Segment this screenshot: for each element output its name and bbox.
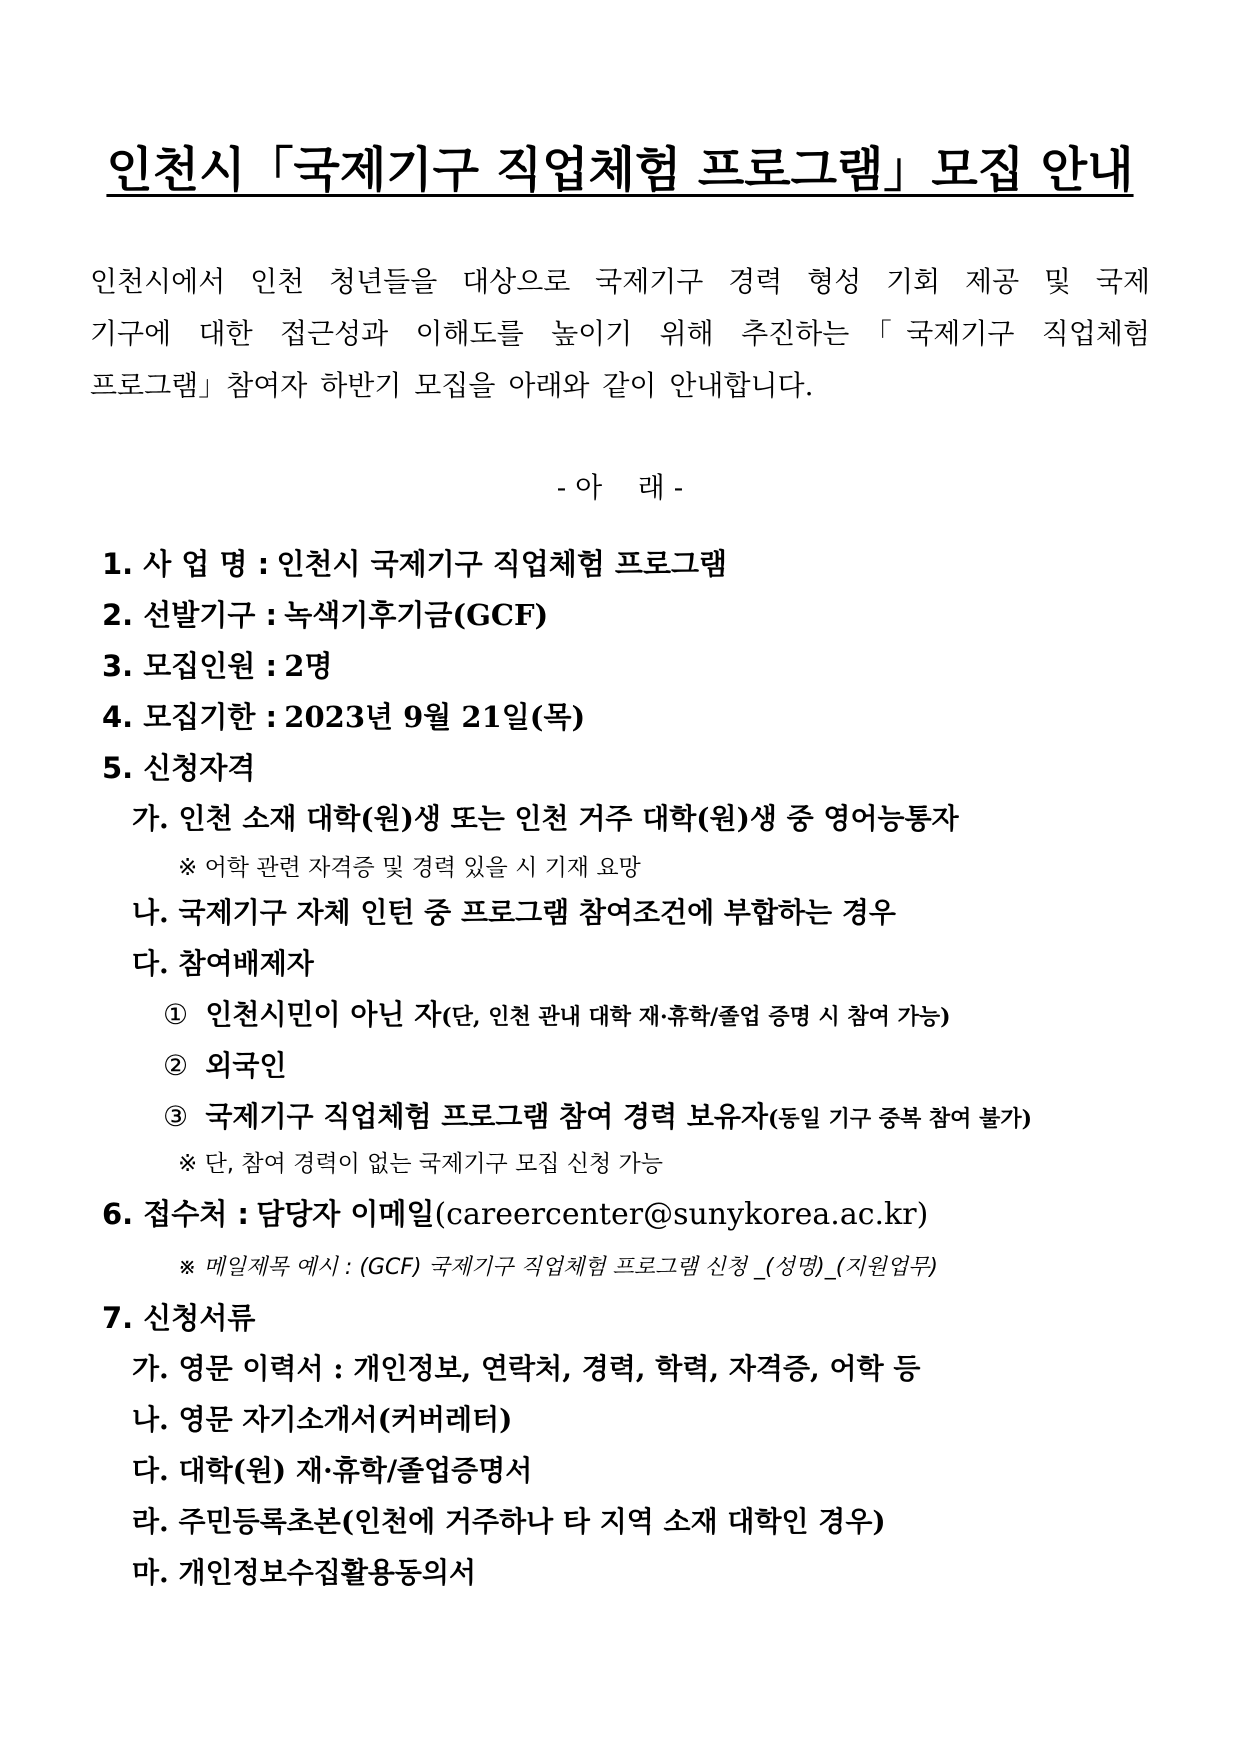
item-label: 1. 사 업 명 :: [102, 547, 270, 581]
intro-line: 프로그램」참여자 하반기 모집을 아래와 같이 안내합니다.: [90, 369, 814, 402]
item-contact: [102, 1194, 928, 1235]
item-agency: [102, 595, 548, 636]
document-item: 라. 주민등록초본(인천에 거주하나 타 지역 소재 대학인 경우): [132, 1505, 886, 1538]
qualification-da: 다. 참여배제자: [132, 947, 314, 980]
item-business-name: [102, 544, 727, 585]
document-item: 가. 영문 이력서 : 개인정보, 연락처, 경력, 학력, 자격증, 어학 등: [132, 1352, 921, 1385]
exclusion-note: (동일 기구 중복 참여 불가): [768, 1106, 1032, 1132]
circled-number: ①: [163, 998, 189, 1031]
qualification-ga: 가. 인천 소재 대학(원)생 또는 인천 거주 대학(원)생 중 영어능통자: [132, 802, 959, 835]
exclusion-text: 외국인: [205, 1049, 287, 1082]
item-documents-heading: 7. 신청서류: [102, 1301, 256, 1335]
qualification-na: 나. 국제기구 자체 인턴 중 프로그램 참여조건에 부합하는 경우: [132, 896, 896, 929]
page-title: 인천시「국제기구 직업체험 프로그램」모집 안내: [106, 142, 1134, 198]
document-item: 다. 대학(원) 재·휴학/졸업증명서: [132, 1454, 533, 1487]
exclusion-note: (단, 인천 관내 대학 재·휴학/졸업 증명 시 참여 가능): [441, 1004, 951, 1030]
item-value: 담당자 이메일: [256, 1197, 435, 1231]
item-qualification-heading: 5. 신청자격: [102, 751, 256, 785]
item-label: 3. 모집인원 :: [102, 649, 278, 683]
contact-email: (careercenter@sunykorea.ac.kr): [434, 1197, 929, 1232]
exclusion-footnote: ※ 단, 참여 경력이 없는 국제기구 모집 신청 가능: [178, 1151, 663, 1177]
exclusion-3: [163, 1097, 1032, 1139]
qualification-ga-note: ※ 어학 관련 자격증 및 경력 있을 시 기재 요망: [178, 855, 641, 881]
section-divider-label: - 아 래 -: [556, 471, 684, 504]
intro-line: 기구에 대한 접근성과 이해도를 높이기 위해 추진하는「국제기구 직업체험: [90, 317, 1150, 350]
item-label: 4. 모집기한 :: [102, 700, 278, 734]
intro-paragraph: [90, 256, 1150, 412]
item-label: 2. 선발기구 :: [102, 598, 278, 632]
circled-number: ②: [163, 1049, 189, 1082]
item-deadline: [102, 697, 585, 738]
item-value: 인천시 국제기구 직업체험 프로그램: [276, 547, 727, 581]
item-value: 2023년 9월 21일(목): [284, 700, 586, 734]
document-item: 나. 영문 자기소개서(커버레터): [132, 1403, 513, 1436]
document-item: 마. 개인정보수집활용동의서: [132, 1556, 477, 1589]
item-label: 6. 접수처 :: [102, 1197, 250, 1231]
item-value: 2명: [284, 649, 333, 683]
intro-line: 인천시에서 인천 청년들을 대상으로 국제기구 경력 형성 기회 제공 및 국제: [90, 265, 1150, 298]
circled-number: ③: [163, 1100, 189, 1133]
exclusion-2: [163, 1046, 287, 1086]
contact-note: ※ 메일제목 예시 : (GCF) 국제기구 직업체험 프로그램 신청 _(성명)_(지원업무): [178, 1255, 938, 1280]
exclusion-text: 국제기구 직업체험 프로그램 참여 경력 보유자: [205, 1100, 769, 1133]
exclusion-text: 인천시민이 아닌 자: [205, 998, 442, 1031]
item-value: 녹색기후기금(GCF): [284, 598, 549, 632]
item-headcount: [102, 646, 333, 687]
exclusion-1: [163, 995, 951, 1037]
